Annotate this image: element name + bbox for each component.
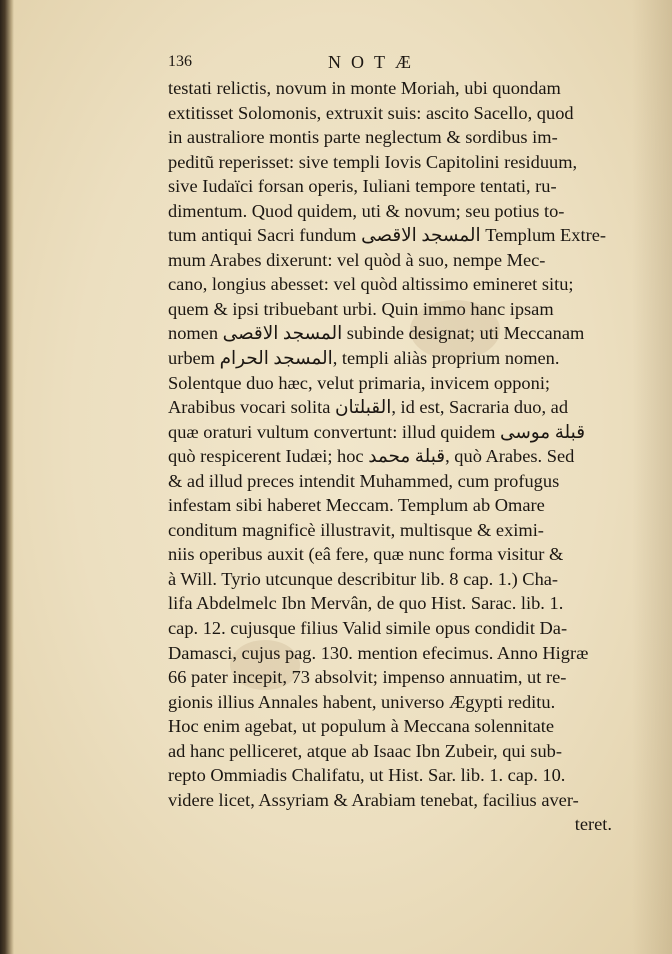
text-line: cap. 12. cujusque filius Valid simile opus condidit Da- (168, 618, 568, 639)
text-line: Damasci, cujus pag. 130. mention efecimus. Anno Higræ (168, 642, 589, 663)
page-number: 136 (168, 53, 192, 70)
text-line: repto Ommiadis Chalifatu, ut Hist. Sar. lib. 1. cap. 10. (168, 765, 566, 786)
text-line: testati relictis, novum in monte Moriah, ubi quondam (168, 78, 561, 98)
body-text (168, 76, 638, 837)
text-line: 66 pater incepit, 73 absolvit; impenso annuatim, ut re- (168, 667, 567, 688)
text-line: infestam sibi haberet Meccam. Templum ab Omare (168, 495, 545, 516)
text-line: Hoc enim agebat, ut populum à Meccana solennitate (168, 716, 555, 737)
text-line: niis operibus auxit (eâ fere, quæ nunc forma visitur & (168, 544, 564, 565)
text-line: à Will. Tyrio utcunque describitur lib. 8 cap. 1.) Cha- (168, 568, 559, 589)
text-line: ad hanc pelliceret, atque ab Isaac Ibn Zubeir, qui sub- (168, 740, 562, 761)
text-line: & ad illud preces intendit Muhammed, cum profugus (168, 470, 560, 491)
text-line: quò respicerent Iudæi; hoc قبلة محمد, quò Arabes. Sed (168, 446, 575, 467)
text-line: conditum magnificè illustravit, multisque & eximi- (168, 519, 544, 540)
text-line: quem & ipsi tribuebant urbi. Quin immo hanc ipsam (168, 298, 554, 319)
page-edge-shadow (632, 0, 672, 954)
text-line: Arabibus vocari solita القبلتان, id est, Sacraria duo, ad (168, 397, 569, 418)
text-line: tum antiqui Sacri fundum المسجد الاقصى Templum Extre- (168, 225, 606, 246)
book-gutter (0, 0, 14, 954)
text-line: teret. (574, 814, 612, 835)
text-line: quæ oraturi vultum convertunt: illud quidem قبلة موسى (168, 421, 585, 442)
text-line: extitisset Solomonis, extruxit suis: ascito Sacello, quod (168, 102, 574, 123)
text-line: sive Iudaïci forsan operis, Iuliani tempore tentati, ru- (168, 176, 557, 197)
text-line: in australiore montis parte neglectum & sordibus im- (168, 127, 558, 148)
text-line: dimentum. Quod quidem, uti & novum; seu potius to- (168, 200, 565, 221)
text-line: videre licet, Assyriam & Arabiam tenebat, facilius aver- (168, 789, 579, 810)
text-line: Solentque duo hæc, velut primaria, invicem opponi; (168, 372, 551, 393)
page-header (168, 52, 608, 76)
running-title: NOTÆ (328, 52, 421, 72)
text-line: gionis illius Annales habent, universo Ægypti reditu. (168, 691, 556, 712)
text-line: cano, longius abesset: vel quòd altissimo emineret situ; (168, 274, 574, 295)
text-line: urbem المسجد الحرام, templi aliàs proprium nomen. (168, 348, 560, 369)
text-line: nomen المسجد الاقصى subinde designat; uti Meccanam (168, 323, 585, 344)
text-line: lifa Abdelmelc Ibn Mervân, de quo Hist. Sarac. lib. 1. (168, 593, 564, 614)
text-line: peditũ reperisset: sive templi Iovis Capitolini residuum, (168, 151, 578, 172)
text-line: mum Arabes dixerunt: vel quòd à suo, nempe Mec- (168, 249, 546, 270)
